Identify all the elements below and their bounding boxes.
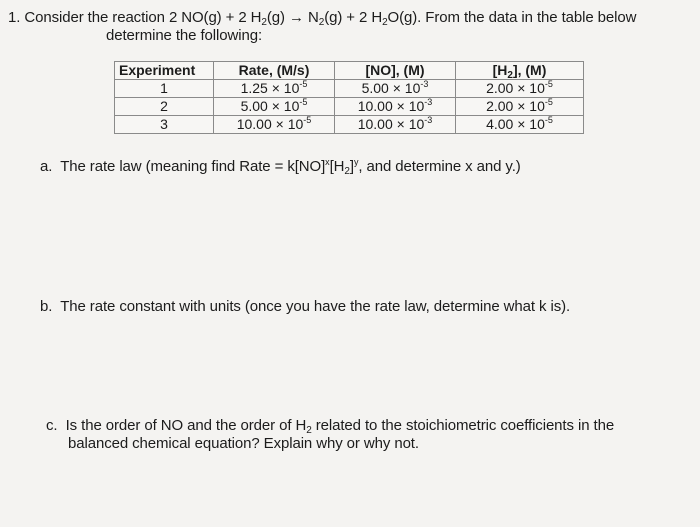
cell-rate: $10.00 \times 10^{-5}$ xyxy=(214,116,335,134)
table-header-row xyxy=(115,62,584,80)
table-row xyxy=(115,80,584,98)
n2-symbol: N xyxy=(308,9,319,26)
n2-state: (g) + 2 H xyxy=(324,9,383,26)
part-c-text2: related to the stoichiometric coefficients in the xyxy=(311,417,615,434)
part-c-h2-sub: 2 xyxy=(306,425,312,436)
question-intro: Consider the reaction 2 NO(g) + 2 H xyxy=(24,9,262,26)
part-a-label: a. xyxy=(40,158,53,175)
part-c xyxy=(46,417,614,434)
part-b-label: b. xyxy=(40,298,53,315)
part-b-text: The rate constant with units (once you have the rate law, determine what k is). xyxy=(60,298,571,315)
cell-rate: $5.00 \times 10^{-5}$ xyxy=(214,98,335,116)
cell-h2: $2.00 \times 10^{-5}$ xyxy=(456,80,584,98)
part-a-text: The rate law (meaning find Rate = k[NO] xyxy=(60,158,326,175)
rate-data-table xyxy=(114,61,584,134)
intro-state: (g) xyxy=(266,9,285,26)
cell-experiment: 3 xyxy=(115,116,214,134)
table-row xyxy=(115,98,584,116)
part-a-h2: [H xyxy=(329,158,345,175)
question-line-1 xyxy=(8,9,636,26)
h2o-subscript: 2 xyxy=(382,17,388,28)
cell-experiment: 2 xyxy=(115,98,214,116)
col-header-no: [NO], (M) xyxy=(335,62,456,80)
cell-no: $5.00 \times 10^{-3}$ xyxy=(335,80,456,98)
h2-subscript: 2 xyxy=(261,17,267,28)
part-a-tail: , and determine x and y.) xyxy=(358,158,521,175)
exponent-y: y xyxy=(353,157,359,167)
part-c-text: Is the order of NO and the order of H xyxy=(65,417,307,434)
exponent-x: x xyxy=(325,157,330,167)
h2o-tail: O(g). From the data in the table below xyxy=(387,9,637,26)
n2-subscript: 2 xyxy=(318,17,325,28)
part-a-bracket: ] xyxy=(349,158,354,175)
cell-experiment: 1 xyxy=(115,80,214,98)
part-a-h2-sub: 2 xyxy=(344,166,350,177)
table-row xyxy=(115,116,584,134)
part-c-line-2: balanced chemical equation? Explain why or why not. xyxy=(68,435,419,452)
col-header-h2: $[H_2]$, (M) xyxy=(456,62,584,80)
part-c-label: c. xyxy=(46,417,58,434)
cell-h2: $4.00 \times 10^{-5}$ xyxy=(456,116,584,134)
question-line-2: determine the following: xyxy=(106,27,263,44)
question-number: 1. xyxy=(8,9,21,26)
part-b xyxy=(40,298,570,315)
reaction-arrow-icon: → xyxy=(289,9,304,26)
col-header-experiment: Experiment xyxy=(115,62,214,80)
col-header-rate: Rate, (M/s) xyxy=(214,62,335,80)
cell-no: $10.00 \times 10^{-3}$ xyxy=(335,116,456,134)
part-a xyxy=(40,158,521,175)
cell-rate: $1.25 \times 10^{-5}$ xyxy=(214,80,335,98)
cell-no: $10.00 \times 10^{-3}$ xyxy=(335,98,456,116)
cell-h2: $2.00 \times 10^{-5}$ xyxy=(456,98,584,116)
